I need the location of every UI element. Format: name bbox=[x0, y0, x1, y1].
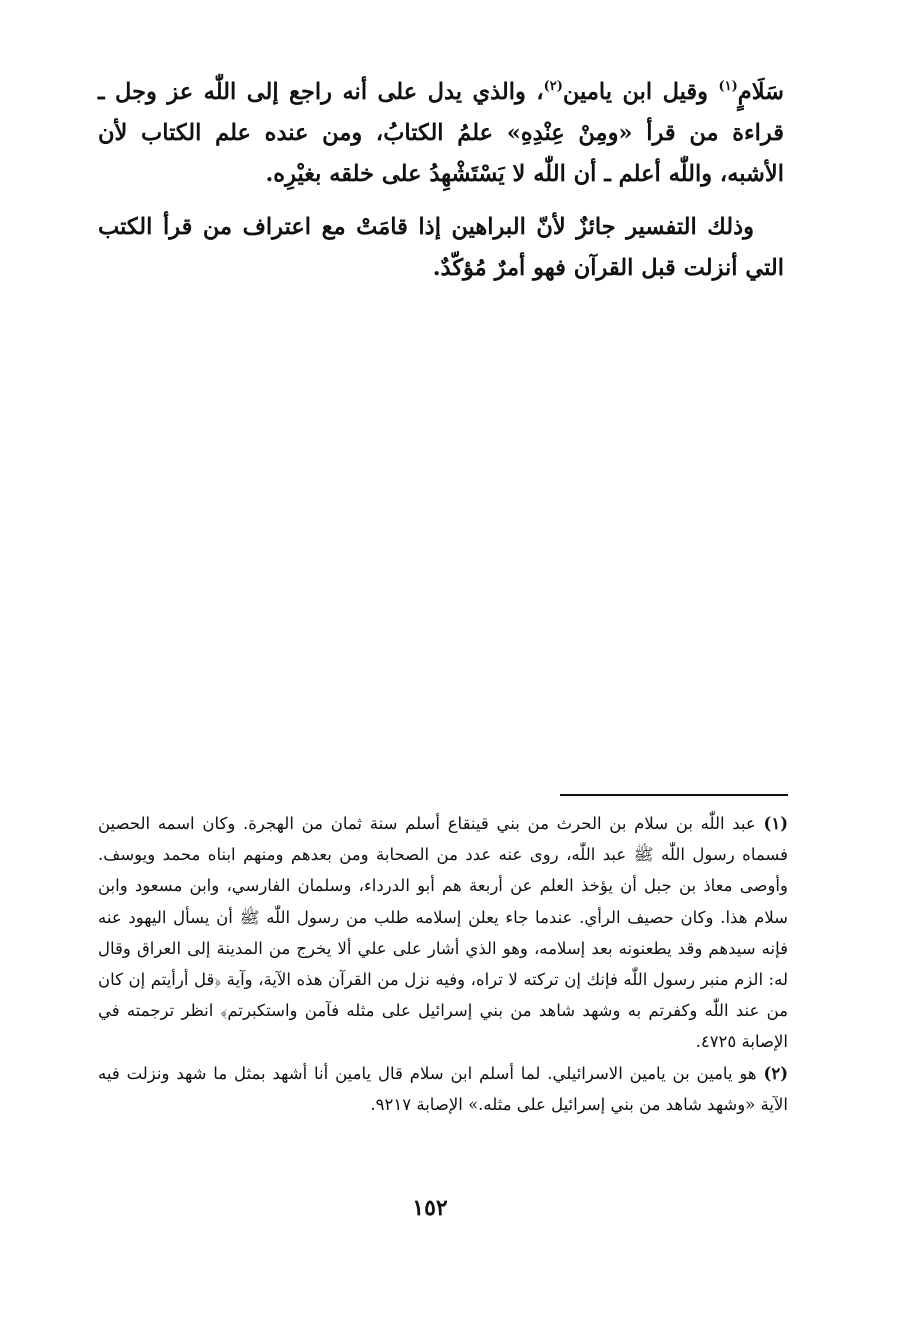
paragraph-1 bbox=[98, 72, 784, 195]
footnote-1-text: عبد اللّٰه بن سلام بن الحرث من بني قينقاع أسلم سنة ثمان من الهجرة. وكان اسمه الحصين فسماه رسول اللّٰه ﷺ عبد اللّٰه، روى عنه عدد من الصحابة ومن بعدهم ومنهم ابناه محمد ويوسف. وأوصى معاذ بن جبل أن يؤخذ العلم عن أربعة هم أبو الدرداء، وسلمان الفارسي، وابن مسعود وابن سلام هذا. وكان حصيف الرأي. عندما جاء يعلن إسلامه طلب من رسول اللّٰه ﷺ أن يسأل اليهود عنه فإنه سيدهم وقد يطعنونه بعد إسلامه، وهو الذي أشار على علي ألا يخرج من المدينة إلى العراق وقال له: الزم منبر رسول اللّٰه فإنك إن تركته لا تراه، وفيه نزل من القرآن هذه الآية، وآية ﴿قل أرأيتم إن كان من عند اللّٰه وكفرتم به وشهد شاهد من بني إسرائيل على مثله فآمن واستكبرتم﴾ انظر ترجمته في الإصابة ٤٧٢٥. bbox=[98, 814, 788, 1052]
footnote-2-number: (٢) bbox=[763, 1063, 789, 1083]
paragraph-2: وذلك التفسير جائزٌ لأنّ البراهين إذا قامَتْ مع اعتراف من قرأ الكتب التي أنزلت قبل القرآن فهو أمرٌ مُؤكّدٌ. bbox=[98, 214, 784, 281]
footnote-ref-2: (٢) bbox=[543, 79, 563, 94]
footnote-2-text: هو يامين بن يامين الاسرائيلي. لما أسلم ابن سلام قال يامين أنا أشهد بمثل ما شهد ونزلت فيه الآية «وشهد شاهد من بني إسرائيل على مثله.» الإصابة ٩٢١٧. bbox=[98, 1063, 788, 1114]
footnote-1 bbox=[98, 808, 788, 1058]
paragraph-1-rest: ، والذي يدل على أنه راجع إلى اللّٰه عز وجل ـ قراءة من قرأ «ومِنْ عِنْدِهِ» علمُ الكتابُ، ومن عنده علم الكتاب لأن الأشبه، واللّٰه أعلم ـ أن اللّٰه لا يَسْتَشْهِدُ على خلقه بغيْرِه. bbox=[98, 79, 784, 187]
paragraph-1-mid: وقيل ابن يامين bbox=[562, 79, 719, 105]
footnote-ref-1: (١) bbox=[718, 79, 738, 94]
footnotes bbox=[98, 808, 788, 1120]
footnote-separator bbox=[560, 794, 788, 796]
footnote-2 bbox=[98, 1058, 788, 1120]
main-text bbox=[98, 72, 784, 289]
footnote-1-number: (١) bbox=[763, 814, 788, 833]
page-number: ١٥٢ bbox=[412, 1195, 448, 1221]
paragraph-1-start: سَلَامٍ bbox=[737, 79, 784, 105]
